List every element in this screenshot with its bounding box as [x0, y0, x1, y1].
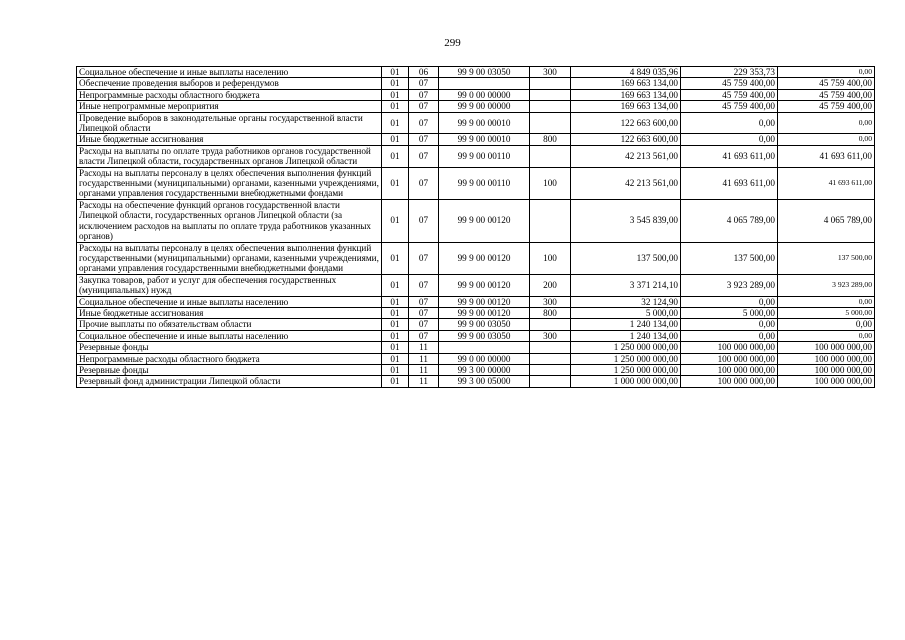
row-amount-year2: 41 693 611,00 [681, 145, 778, 167]
row-target-article: 99 9 00 03050 [439, 319, 530, 330]
row-target-article: 99 9 00 00120 [439, 296, 530, 307]
row-section-code: 01 [382, 319, 409, 330]
row-amount-year3: 100 000 000,00 [778, 353, 875, 364]
row-expense-type: 300 [530, 330, 571, 341]
row-amount-year2: 4 065 789,00 [681, 199, 778, 242]
row-section-code: 01 [382, 330, 409, 341]
row-expense-type [530, 89, 571, 100]
row-subsection-code: 11 [409, 342, 439, 353]
row-subsection-code: 07 [409, 296, 439, 307]
row-target-article: 99 9 00 00000 [439, 101, 530, 112]
table-row [77, 342, 875, 353]
row-expense-type [530, 319, 571, 330]
row-amount-year3: 45 759 400,00 [778, 78, 875, 89]
row-target-article: 99 9 00 00010 [439, 112, 530, 134]
row-expense-type: 300 [530, 296, 571, 307]
row-amount-year1: 169 663 134,00 [571, 89, 681, 100]
row-amount-year1: 169 663 134,00 [571, 78, 681, 89]
row-amount-year2: 45 759 400,00 [681, 89, 778, 100]
row-amount-year3: 45 759 400,00 [778, 89, 875, 100]
row-amount-year1: 32 124,90 [571, 296, 681, 307]
row-subsection-code: 07 [409, 167, 439, 199]
row-section-code: 01 [382, 89, 409, 100]
row-amount-year1: 1 240 134,00 [571, 330, 681, 341]
table-row [77, 274, 875, 296]
row-name: Иные бюджетные ассигнования [77, 134, 382, 145]
row-amount-year3: 0,00 [778, 112, 875, 134]
row-target-article: 99 9 00 03050 [439, 330, 530, 341]
row-subsection-code: 07 [409, 330, 439, 341]
row-subsection-code: 07 [409, 307, 439, 318]
row-amount-year2: 0,00 [681, 330, 778, 341]
row-section-code: 01 [382, 364, 409, 375]
row-section-code: 01 [382, 112, 409, 134]
row-amount-year3: 41 693 611,00 [778, 145, 875, 167]
row-section-code: 01 [382, 274, 409, 296]
row-target-article: 99 3 00 05000 [439, 376, 530, 387]
row-amount-year1: 3 545 839,00 [571, 199, 681, 242]
row-amount-year2: 0,00 [681, 296, 778, 307]
row-name: Обеспечение проведения выборов и референдумов [77, 78, 382, 89]
row-expense-type: 800 [530, 134, 571, 145]
row-expense-type [530, 342, 571, 353]
row-subsection-code: 11 [409, 364, 439, 375]
row-amount-year3: 0,00 [778, 134, 875, 145]
table-row [77, 242, 875, 274]
table-row [77, 67, 875, 78]
row-amount-year1: 42 213 561,00 [571, 167, 681, 199]
row-subsection-code: 07 [409, 78, 439, 89]
row-amount-year2: 100 000 000,00 [681, 376, 778, 387]
row-expense-type [530, 353, 571, 364]
row-target-article: 99 9 00 00120 [439, 274, 530, 296]
row-section-code: 01 [382, 242, 409, 274]
page-number: 299 [444, 37, 461, 49]
row-amount-year2: 229 353,73 [681, 67, 778, 78]
row-amount-year2: 0,00 [681, 134, 778, 145]
row-amount-year1: 1 000 000 000,00 [571, 376, 681, 387]
row-subsection-code: 07 [409, 112, 439, 134]
table-row [77, 296, 875, 307]
row-expense-type [530, 376, 571, 387]
row-name: Социальное обеспечение и иные выплаты населению [77, 330, 382, 341]
row-expense-type [530, 199, 571, 242]
table-row [77, 112, 875, 134]
row-name: Закупка товаров, работ и услуг для обеспечения государственных (муниципальных) нужд [77, 274, 382, 296]
row-amount-year3: 45 759 400,00 [778, 101, 875, 112]
row-expense-type [530, 112, 571, 134]
row-subsection-code: 07 [409, 145, 439, 167]
table-row [77, 307, 875, 318]
row-amount-year2: 137 500,00 [681, 242, 778, 274]
row-amount-year2: 3 923 289,00 [681, 274, 778, 296]
row-amount-year2: 100 000 000,00 [681, 364, 778, 375]
table-row [77, 199, 875, 242]
row-subsection-code: 07 [409, 101, 439, 112]
row-target-article: 99 9 00 00120 [439, 307, 530, 318]
row-amount-year2: 5 000,00 [681, 307, 778, 318]
row-target-article: 99 0 00 00000 [439, 89, 530, 100]
table-row [77, 319, 875, 330]
row-name: Социальное обеспечение и иные выплаты населению [77, 296, 382, 307]
row-name: Непрограммные расходы областного бюджета [77, 353, 382, 364]
table-row [77, 330, 875, 341]
row-name: Иные бюджетные ассигнования [77, 307, 382, 318]
row-name: Иные непрограммные мероприятия [77, 101, 382, 112]
row-amount-year2: 100 000 000,00 [681, 342, 778, 353]
row-expense-type: 100 [530, 167, 571, 199]
row-amount-year1: 137 500,00 [571, 242, 681, 274]
table-row [77, 78, 875, 89]
row-amount-year1: 42 213 561,00 [571, 145, 681, 167]
table-row [77, 167, 875, 199]
row-name: Расходы на выплаты по оплате труда работников органов государственной власти Липецкой области, государственных органов Липецкой области [77, 145, 382, 167]
row-name: Резервные фонды [77, 364, 382, 375]
row-section-code: 01 [382, 376, 409, 387]
row-subsection-code: 06 [409, 67, 439, 78]
budget-table [76, 66, 875, 388]
row-amount-year2: 0,00 [681, 319, 778, 330]
row-amount-year3: 0,00 [778, 67, 875, 78]
row-target-article: 99 9 00 03050 [439, 67, 530, 78]
row-name: Резервный фонд администрации Липецкой области [77, 376, 382, 387]
row-subsection-code: 07 [409, 274, 439, 296]
row-name: Непрограммные расходы областного бюджета [77, 89, 382, 100]
row-section-code: 01 [382, 307, 409, 318]
row-amount-year2: 0,00 [681, 112, 778, 134]
row-amount-year3: 0,00 [778, 319, 875, 330]
table-row [77, 145, 875, 167]
row-amount-year2: 45 759 400,00 [681, 78, 778, 89]
row-expense-type: 100 [530, 242, 571, 274]
row-section-code: 01 [382, 78, 409, 89]
budget-table-body [77, 67, 875, 388]
row-amount-year2: 100 000 000,00 [681, 353, 778, 364]
row-target-article: 99 9 00 00010 [439, 134, 530, 145]
row-amount-year3: 100 000 000,00 [778, 376, 875, 387]
row-target-article: 99 9 00 00110 [439, 167, 530, 199]
row-amount-year3: 5 000,00 [778, 307, 875, 318]
row-amount-year3: 4 065 789,00 [778, 199, 875, 242]
row-amount-year3: 100 000 000,00 [778, 364, 875, 375]
row-section-code: 01 [382, 134, 409, 145]
row-expense-type: 300 [530, 67, 571, 78]
row-amount-year1: 5 000,00 [571, 307, 681, 318]
table-row [77, 101, 875, 112]
row-name: Расходы на выплаты персоналу в целях обеспечения выполнения функций государственными (муниципальными) органами, казенными учреждениями, органами управления государственными внебюджетными фондами [77, 242, 382, 274]
row-name: Социальное обеспечение и иные выплаты населению [77, 67, 382, 78]
row-amount-year3: 137 500,00 [778, 242, 875, 274]
row-amount-year3: 3 923 289,00 [778, 274, 875, 296]
row-subsection-code: 07 [409, 319, 439, 330]
row-target-article [439, 78, 530, 89]
row-expense-type [530, 101, 571, 112]
row-expense-type [530, 364, 571, 375]
row-amount-year1: 1 250 000 000,00 [571, 353, 681, 364]
row-amount-year1: 1 240 134,00 [571, 319, 681, 330]
row-amount-year1: 169 663 134,00 [571, 101, 681, 112]
table-row [77, 89, 875, 100]
row-amount-year2: 41 693 611,00 [681, 167, 778, 199]
row-section-code: 01 [382, 145, 409, 167]
row-expense-type: 800 [530, 307, 571, 318]
row-section-code: 01 [382, 353, 409, 364]
row-subsection-code: 07 [409, 134, 439, 145]
row-amount-year1: 4 849 035,96 [571, 67, 681, 78]
row-expense-type [530, 145, 571, 167]
row-amount-year2: 45 759 400,00 [681, 101, 778, 112]
row-subsection-code: 11 [409, 376, 439, 387]
row-target-article [439, 342, 530, 353]
row-target-article: 99 0 00 00000 [439, 353, 530, 364]
row-name: Резервные фонды [77, 342, 382, 353]
row-expense-type [530, 78, 571, 89]
row-amount-year3: 0,00 [778, 330, 875, 341]
row-subsection-code: 11 [409, 353, 439, 364]
row-subsection-code: 07 [409, 242, 439, 274]
row-name: Расходы на выплаты персоналу в целях обеспечения выполнения функций государственными (муниципальными) органами, казенными учреждениями, органами управления государственными внебюджетными фондами [77, 167, 382, 199]
row-target-article: 99 9 00 00120 [439, 199, 530, 242]
row-section-code: 01 [382, 67, 409, 78]
row-amount-year1: 1 250 000 000,00 [571, 364, 681, 375]
row-amount-year3: 0,00 [778, 296, 875, 307]
row-amount-year1: 1 250 000 000,00 [571, 342, 681, 353]
row-target-article: 99 3 00 00000 [439, 364, 530, 375]
row-target-article: 99 9 00 00110 [439, 145, 530, 167]
table-row [77, 364, 875, 375]
row-section-code: 01 [382, 296, 409, 307]
row-target-article: 99 9 00 00120 [439, 242, 530, 274]
table-row [77, 353, 875, 364]
row-subsection-code: 07 [409, 89, 439, 100]
row-name: Прочие выплаты по обязательствам области [77, 319, 382, 330]
row-section-code: 01 [382, 167, 409, 199]
table-row [77, 376, 875, 387]
row-name: Расходы на обеспечение функций органов государственной власти Липецкой области, государственных органов Липецкой области (за исключением расходов на выплаты по оплате труда работников указанных органов) [77, 199, 382, 242]
row-subsection-code: 07 [409, 199, 439, 242]
table-row [77, 134, 875, 145]
row-section-code: 01 [382, 342, 409, 353]
row-amount-year1: 122 663 600,00 [571, 112, 681, 134]
row-section-code: 01 [382, 101, 409, 112]
row-expense-type: 200 [530, 274, 571, 296]
row-amount-year3: 100 000 000,00 [778, 342, 875, 353]
row-section-code: 01 [382, 199, 409, 242]
row-amount-year1: 3 371 214,10 [571, 274, 681, 296]
row-amount-year3: 41 693 611,00 [778, 167, 875, 199]
row-name: Проведение выборов в законодательные органы государственной власти Липецкой области [77, 112, 382, 134]
row-amount-year1: 122 663 600,00 [571, 134, 681, 145]
